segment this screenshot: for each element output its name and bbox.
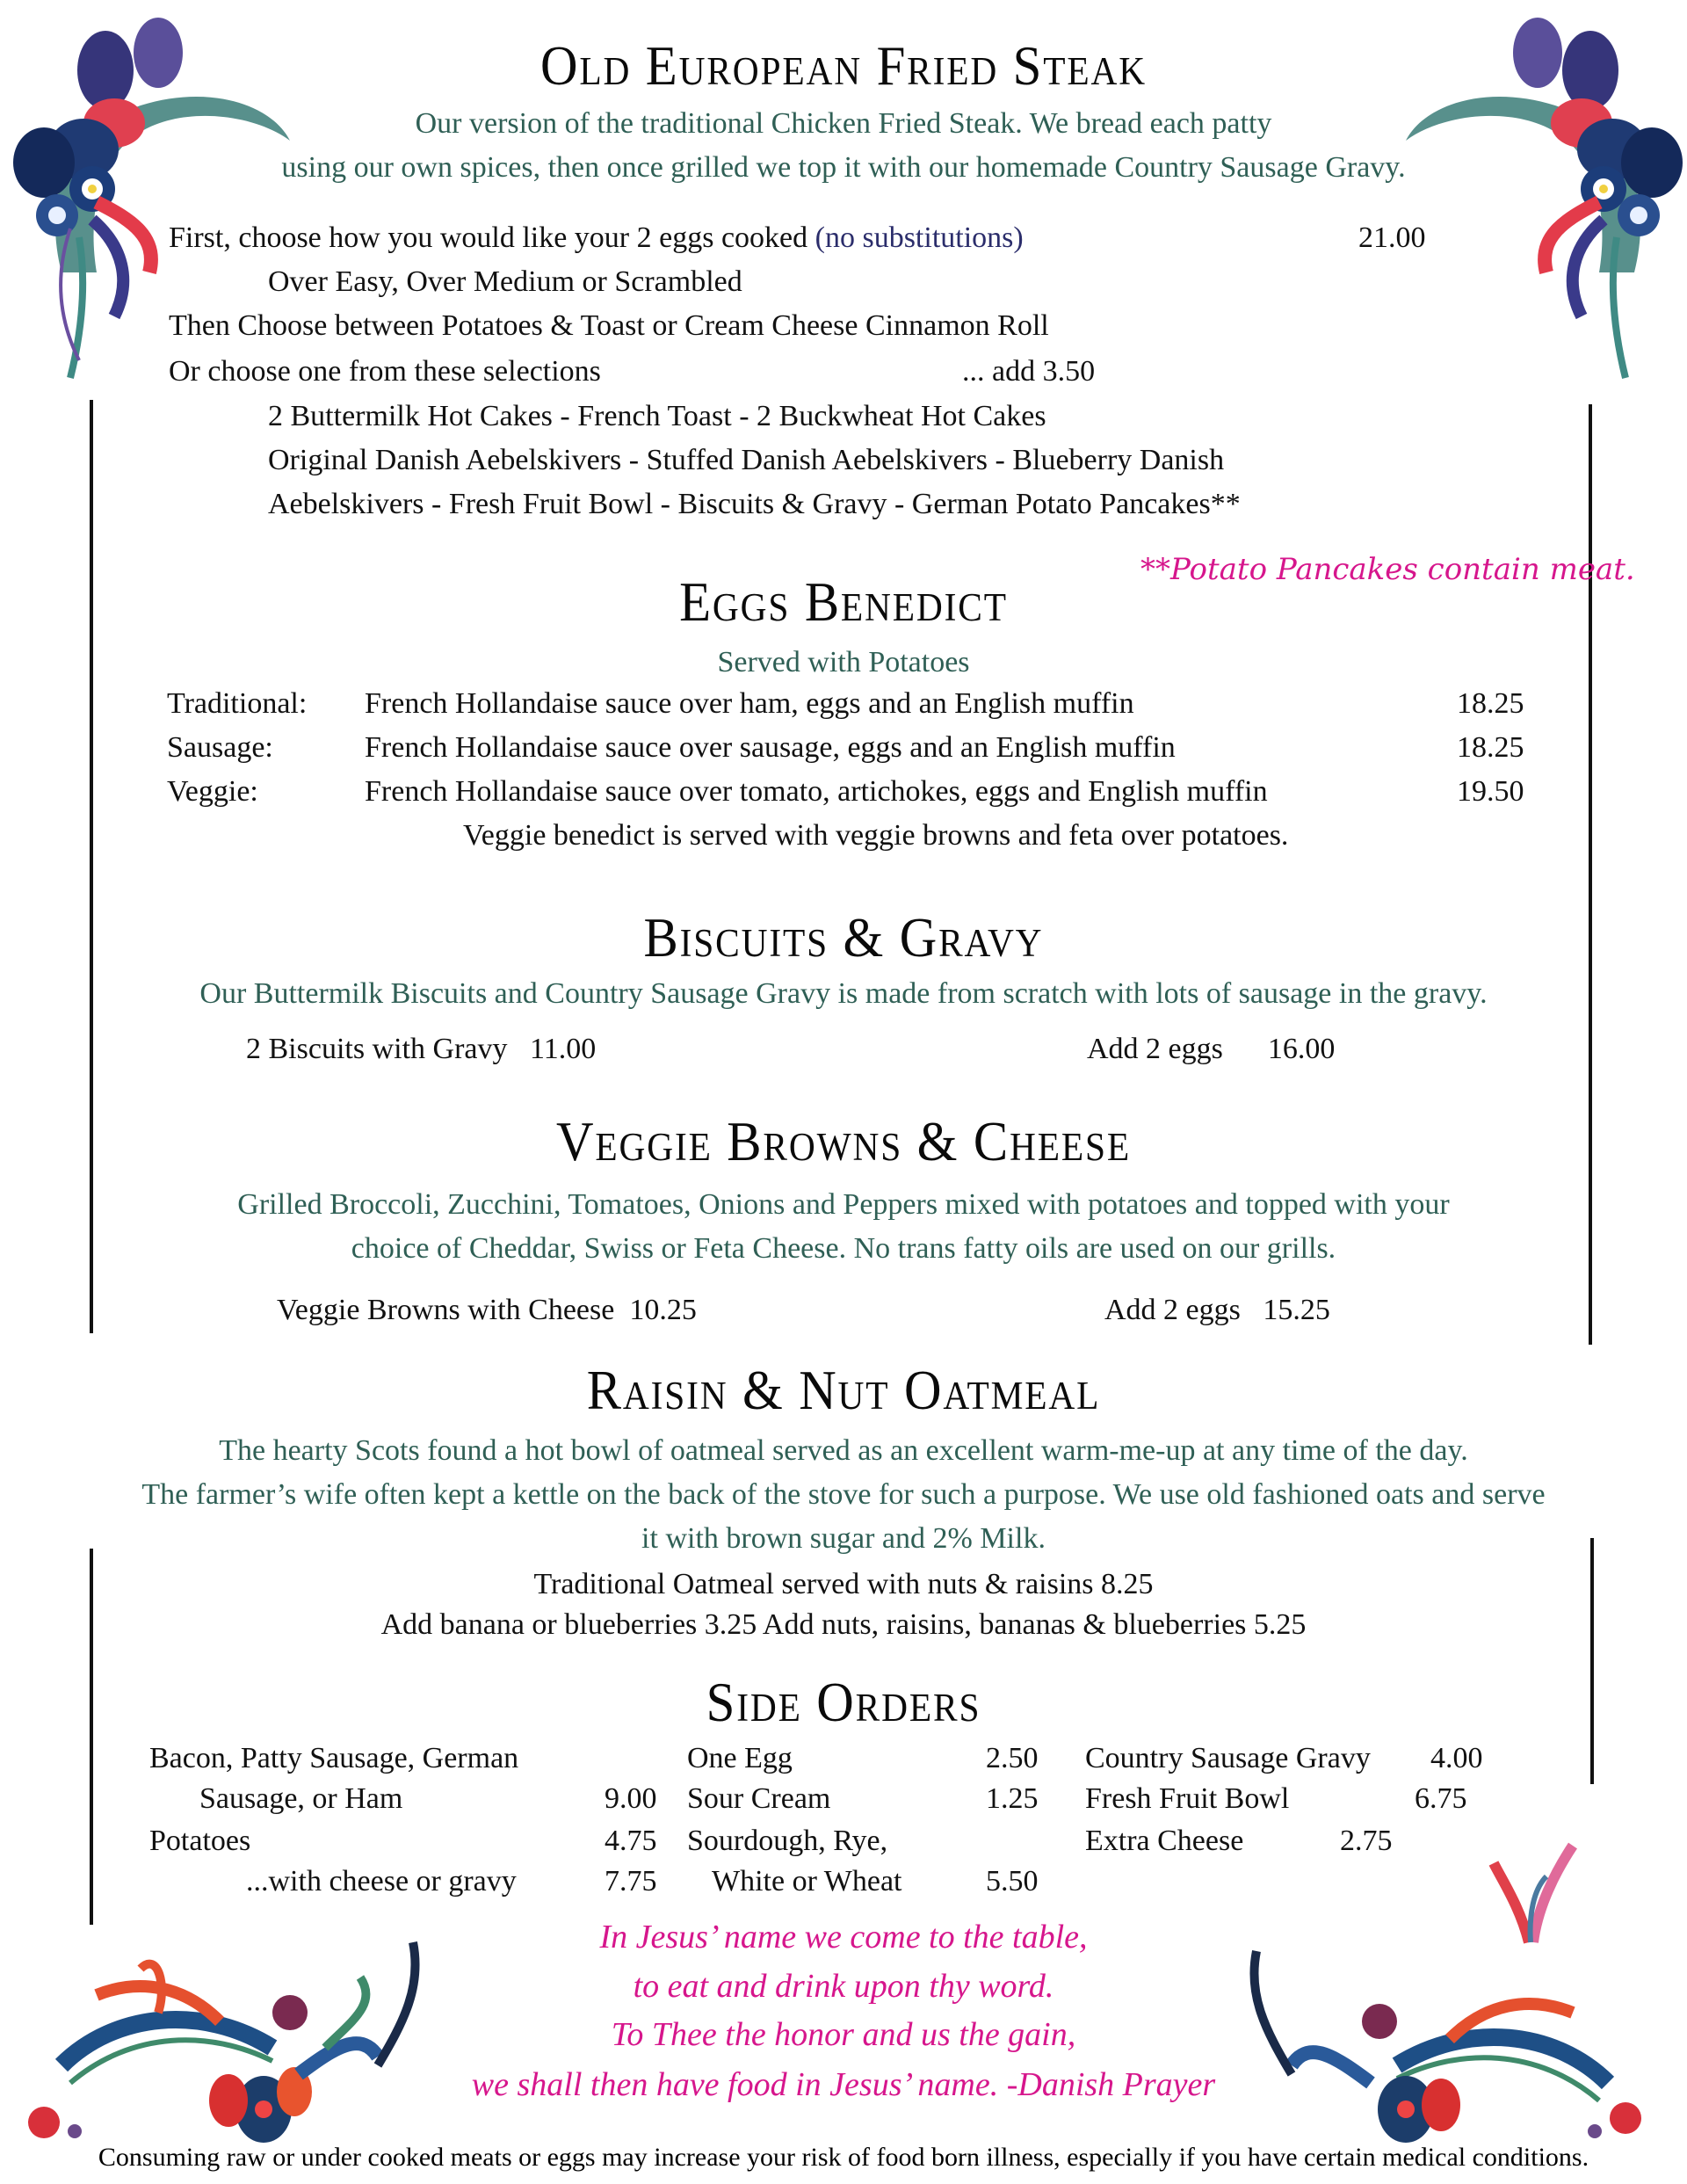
side-item-label: Sour Cream [687,1782,831,1815]
selections-line3: Aebelskivers - Fresh Fruit Bowl - Biscuits & Gravy - German Potato Pancakes** [268,488,1241,520]
menu-item-description: French Hollandaise sauce over tomato, artichokes, eggs and English muffin [365,775,1268,808]
fried-steak-description-line2: using our own spices, then once grilled we top it with our homemade Country Sausage Gravy. [281,151,1406,184]
oatmeal-description-line2: The farmer’s wife often kept a kettle on the back of the stove for such a purpose. We use old fashioned oats and serve [141,1478,1546,1511]
biscuits-addon-label: Add 2 eggs [1087,1033,1223,1065]
side-item-price: 2.75 [1340,1825,1393,1857]
side-item-price: 2.50 [986,1742,1039,1774]
section-title-veggie-browns: Veggie Browns & Cheese [556,1110,1131,1172]
biscuits-item-label: 2 Biscuits with Gravy [246,1033,508,1065]
veggie-browns-addon-label: Add 2 eggs [1104,1294,1241,1326]
food-safety-disclaimer: Consuming raw or under cooked meats or eggs may increase your risk of food born illness, especially if you have certain medical conditions. [98,2143,1589,2172]
menu-item-description: French Hollandaise sauce over sausage, eggs and an English muffin [365,731,1176,764]
fried-steak-line1 [169,221,1024,255]
prayer-line4: we shall then have food in Jesus’ name. -Danish Prayer [471,2066,1216,2103]
side-item-label: White or Wheat [712,1865,902,1897]
veggie-browns-item [277,1294,697,1327]
no-substitutions-note: (no substitutions) [815,221,1024,254]
biscuits-item-price: 11.00 [529,1033,597,1065]
menu-item-price: 18.25 [1457,731,1524,764]
fried-steak-description-line1: Our version of the traditional Chicken Fried Steak. We bread each patty [415,107,1272,140]
prayer-line1: In Jesus’ name we come to the table, [599,1919,1088,1955]
menu-item-price: 19.50 [1457,775,1524,808]
side-item-price: 4.75 [605,1825,657,1857]
side-item-label: Sourdough, Rye, [687,1825,888,1857]
biscuits-item [246,1033,596,1066]
biscuits-gravy-description: Our Buttermilk Biscuits and Country Sausage Gravy is made from scratch with lots of sausage in the gravy. [199,977,1488,1010]
side-item-price: 6.75 [1415,1782,1467,1815]
oatmeal-addons: Add banana or blueberries 3.25 Add nuts, raisins, bananas & blueberries 5.25 [380,1608,1307,1641]
selections-line2: Original Danish Aebelskivers - Stuffed Danish Aebelskivers - Blueberry Danish [268,444,1225,476]
biscuits-addon [1087,1033,1335,1066]
menu-item-name: Veggie: [167,775,258,808]
menu-item-name: Traditional: [167,687,308,720]
veggie-browns-description-line2: choice of Cheddar, Swiss or Feta Cheese. No trans fatty oils are used on our grills. [351,1232,1336,1265]
veggie-browns-addon-price: 15.25 [1263,1294,1330,1326]
side-item-label: Fresh Fruit Bowl [1085,1782,1290,1815]
side-choice-text: Then Choose between Potatoes & Toast or Cream Cheese Cinnamon Roll [169,309,1049,342]
side-item-price: 4.00 [1430,1742,1483,1774]
side-item-price: 9.00 [605,1782,657,1815]
section-title-side-orders: Side Orders [706,1671,981,1733]
veggie-browns-item-price: 10.25 [629,1294,697,1326]
biscuits-addon-price: 16.00 [1267,1033,1336,1065]
veggie-browns-addon [1104,1294,1330,1327]
side-item-label: Sausage, or Ham [199,1782,403,1815]
prayer-line3: To Thee the honor and us the gain, [611,2016,1076,2053]
section-title-oatmeal: Raisin & Nut Oatmeal [586,1359,1101,1421]
side-item-price: 1.25 [986,1782,1039,1815]
side-item-price: 7.75 [605,1865,657,1897]
menu-item-name: Sausage: [167,731,273,764]
side-item-label: Country Sausage Gravy [1085,1742,1371,1774]
selections-line1: 2 Buttermilk Hot Cakes - French Toast - 2 Buckwheat Hot Cakes [268,400,1046,432]
prayer-line2: to eat and drink upon thy word. [633,1968,1054,2005]
side-item-label: ...with cheese or gravy [246,1865,517,1897]
section-title-eggs-benedict: Eggs Benedict [679,570,1008,633]
side-item-label: Bacon, Patty Sausage, German [149,1742,519,1774]
menu-item-price: 18.25 [1457,687,1524,720]
oatmeal-description-line1: The hearty Scots found a hot bowl of oatmeal served as an excellent warm-me-up at any time of the day. [219,1434,1468,1467]
potato-pancake-footnote: **Potato Pancakes contain meat. [1140,552,1635,587]
section-title-biscuits-gravy: Biscuits & Gravy [643,906,1044,969]
menu-item-description: French Hollandaise sauce over ham, eggs and an English muffin [365,687,1134,720]
selections-text: Or choose one from these selections [169,355,601,388]
fried-steak-price: 21.00 [1358,221,1426,254]
side-item-label: Potatoes [149,1825,251,1857]
veggie-browns-description-line1: Grilled Broccoli, Zucchini, Tomatoes, Onions and Peppers mixed with potatoes and topped with your [237,1188,1450,1221]
veggie-browns-item-label: Veggie Browns with Cheese [277,1294,615,1326]
side-item-price: 5.50 [986,1865,1039,1897]
selections-addon-price: ... add 3.50 [962,355,1096,388]
veggie-benedict-note: Veggie benedict is served with veggie browns and feta over potatoes. [463,819,1289,852]
section-title-fried-steak: Old European Fried Steak [540,34,1147,97]
eggs-benedict-subtitle: Served with Potatoes [717,646,970,678]
side-item-label: Extra Cheese [1085,1825,1244,1857]
egg-choice-text: First, choose how you would like your 2 eggs cooked [169,221,808,254]
oatmeal-item: Traditional Oatmeal served with nuts & raisins 8.25 [533,1568,1154,1600]
egg-options: Over Easy, Over Medium or Scrambled [268,265,742,298]
left-border-line-bottom [90,1549,93,1925]
oatmeal-description-line3: it with brown sugar and 2% Milk. [641,1522,1046,1555]
side-item-label: One Egg [687,1742,793,1774]
